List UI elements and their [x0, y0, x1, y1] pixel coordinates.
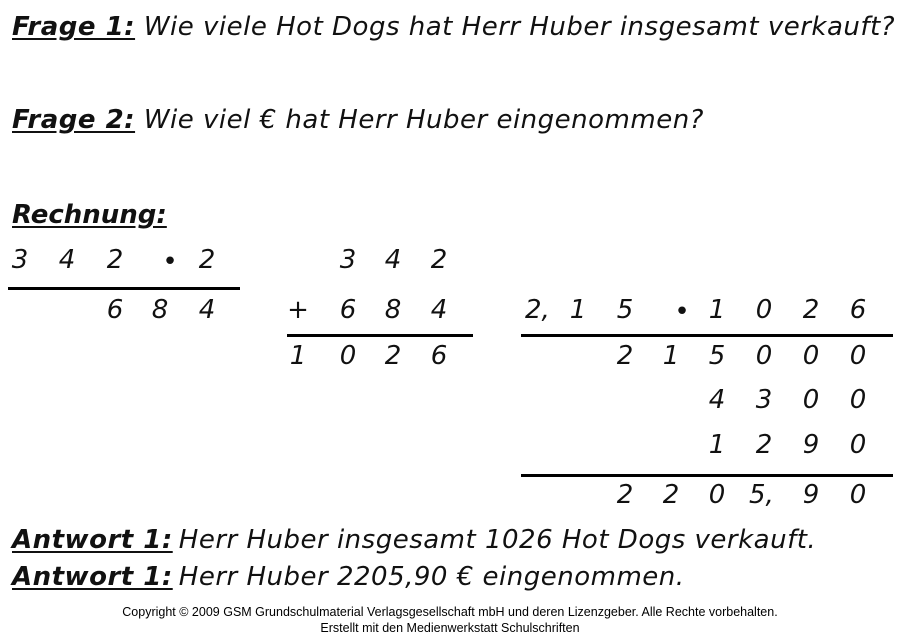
calc3-row1-digit: 2 [802, 295, 820, 325]
answer-1-text: Herr Huber insgesamt 1026 Hot Dogs verkauft. [178, 525, 817, 555]
calc3-result-digit: 0 [849, 480, 867, 510]
calc1-row1-digit: 3 [11, 245, 29, 275]
question-2-label: Frage 2: [12, 105, 136, 135]
calc3-partial3-digit: 1 [708, 430, 726, 460]
calc2-row2-digit: 6 [339, 295, 357, 325]
copyright-line: Copyright © 2009 GSM Grundschulmaterial Verlagsgesellschaft mbH und deren Lizenzgeber. Alle Rechte vorbehalten. [122, 605, 778, 619]
calc3-row1-digit: 1 [708, 295, 726, 325]
calc3-partial3-digit: 9 [802, 430, 820, 460]
question-2-text: Wie viel € hat Herr Huber eingenommen? [143, 105, 704, 135]
calc3-partial3-digit: 2 [755, 430, 773, 460]
answer-1 [12, 525, 816, 555]
question-1-label: Frage 1: [12, 12, 136, 42]
calc3-partial2-digit: 4 [708, 385, 726, 415]
calc1-result-digit: 4 [198, 295, 216, 325]
calc2-result-line [287, 334, 473, 337]
calc3-row1-digit: 5 [616, 295, 634, 325]
calc3-partial1-digit: 0 [755, 341, 773, 371]
calc1-row1-digit: 4 [58, 245, 76, 275]
calc3-partial1-digit: 1 [662, 341, 680, 371]
calc3-result-digit: 0 [708, 480, 726, 510]
copyright-footer [0, 604, 900, 636]
answer-2-label: Antwort 1: [12, 562, 173, 592]
calc3-partial1-digit: 5 [708, 341, 726, 371]
calc1-result-line [8, 287, 240, 290]
calc1-multiply-dot: • [162, 247, 178, 277]
calc2-result-digit: 2 [384, 341, 402, 371]
calc3-partial1-digit: 0 [802, 341, 820, 371]
calc3-row1-digit: 0 [755, 295, 773, 325]
calc3-partial2-digit: 0 [849, 385, 867, 415]
calc2-result-digit: 0 [339, 341, 357, 371]
calc2-plus-sign: + [287, 295, 309, 325]
calc3-partial2-digit: 3 [755, 385, 773, 415]
credits-line: Erstellt mit den Medienwerkstatt Schulschriften [320, 621, 580, 635]
calc3-result-digit: 2 [616, 480, 634, 510]
answer-2 [12, 562, 685, 592]
calc3-result-line [521, 474, 893, 477]
calc2-row2-digit: 4 [430, 295, 448, 325]
calc3-separator-line [521, 334, 893, 337]
calc2-row1-digit: 3 [339, 245, 357, 275]
calc2-row2-digit: 8 [384, 295, 402, 325]
calc1-result-digit: 8 [151, 295, 169, 325]
calc3-partial1-digit: 0 [849, 341, 867, 371]
calc2-row1-digit: 2 [430, 245, 448, 275]
question-1 [12, 12, 895, 42]
question-2 [12, 105, 704, 135]
calc3-row1-digit: 2, [525, 295, 550, 325]
question-1-text: Wie viele Hot Dogs hat Herr Huber insgesamt verkauft? [143, 12, 896, 42]
calc2-result-digit: 1 [289, 341, 307, 371]
answer-1-label: Antwort 1: [12, 525, 173, 555]
calc1-result-digit: 6 [106, 295, 124, 325]
calc3-row1-digit: 6 [849, 295, 867, 325]
calc3-multiply-dot: • [674, 297, 690, 327]
calc2-row1-digit: 4 [384, 245, 402, 275]
calculation-heading: Rechnung: [12, 200, 167, 230]
calc3-partial1-digit: 2 [616, 341, 634, 371]
calc1-row1-digit: 2 [198, 245, 216, 275]
calc3-result-digit: 2 [662, 480, 680, 510]
calc3-row1-digit: 1 [569, 295, 587, 325]
calc3-result-digit: 9 [802, 480, 820, 510]
calc3-result-digit: 5, [749, 480, 774, 510]
calc3-partial3-digit: 0 [849, 430, 867, 460]
calc3-partial2-digit: 0 [802, 385, 820, 415]
calc2-result-digit: 6 [430, 341, 448, 371]
answer-2-text: Herr Huber 2205,90 € eingenommen. [178, 562, 685, 592]
calc1-row1-digit: 2 [106, 245, 124, 275]
